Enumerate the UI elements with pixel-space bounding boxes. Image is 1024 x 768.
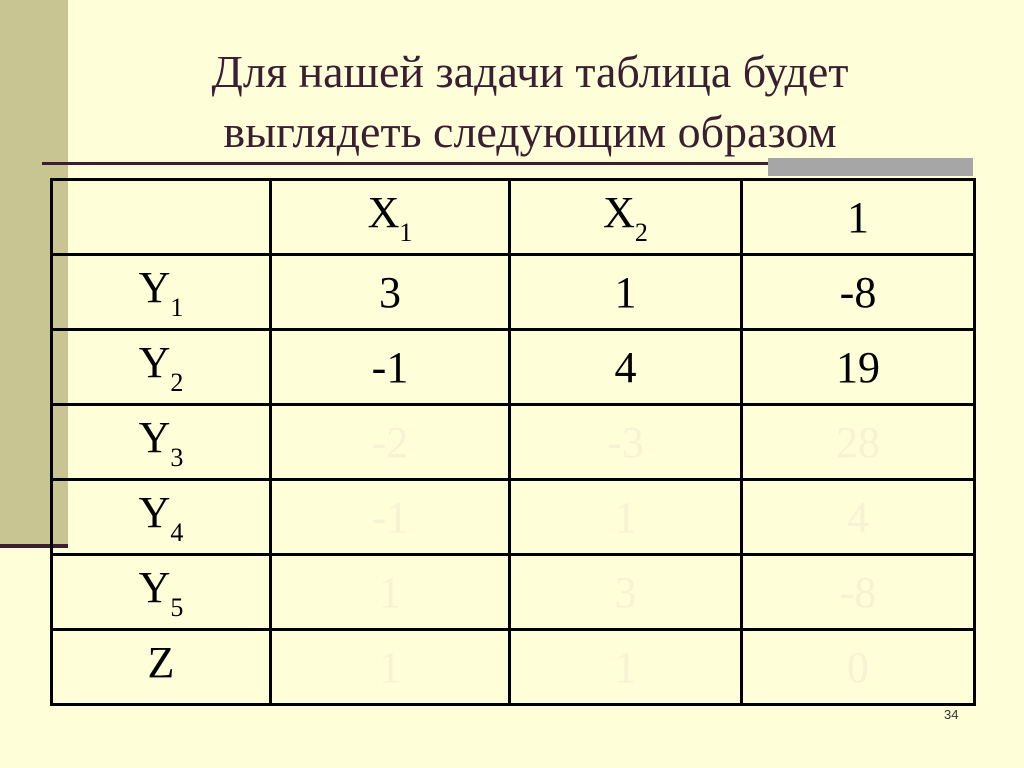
table-cell: -1 — [271, 330, 510, 405]
header-x1-base: X — [367, 187, 400, 237]
row-label-sub: 1 — [170, 292, 184, 322]
row-label-cell — [52, 480, 271, 555]
table-cell: 1 — [510, 630, 742, 705]
row-label-base: Z — [147, 637, 175, 687]
row-label-sub: 3 — [170, 442, 184, 472]
header-corner-cell — [52, 180, 271, 255]
table-cell: 4 — [510, 330, 742, 405]
table-cell: -1 — [271, 480, 510, 555]
table-cell: 3 — [271, 255, 510, 330]
row-label-sub: 4 — [170, 517, 184, 547]
header-cell-x2 — [510, 180, 742, 255]
table-cell: 1 — [510, 255, 742, 330]
table-cell: 4 — [742, 480, 975, 555]
row-label-cell — [52, 405, 271, 480]
slide-title-line-1: Для нашей задачи таблица будет — [211, 46, 849, 97]
slide-title-line-2: выглядеть следующим образом — [223, 106, 837, 157]
row-label-base: Y — [138, 337, 171, 387]
table-cell: -2 — [271, 405, 510, 480]
row-label-sub: 5 — [170, 592, 184, 622]
title-gray-accent — [768, 158, 973, 176]
table-row — [52, 405, 975, 480]
row-label-base: Y — [138, 412, 171, 462]
table-row — [52, 555, 975, 630]
data-table — [50, 178, 976, 706]
table-row — [52, 630, 975, 705]
table-cell: 1 — [271, 630, 510, 705]
header-x1-sub: 1 — [399, 217, 413, 247]
table-cell: -8 — [742, 555, 975, 630]
table-cell: 1 — [510, 480, 742, 555]
header-cell-constant: 1 — [742, 180, 975, 255]
table-cell: -8 — [742, 255, 975, 330]
table-row — [52, 330, 975, 405]
table-cell: 3 — [510, 555, 742, 630]
table-header-row — [52, 180, 975, 255]
row-label-cell — [52, 330, 271, 405]
table-row — [52, 255, 975, 330]
row-label-base: Y — [138, 262, 171, 312]
table-row — [52, 480, 975, 555]
row-label-cell — [52, 255, 271, 330]
table-cell: 0 — [742, 630, 975, 705]
row-label-base: Y — [138, 562, 171, 612]
header-x2-sub: 2 — [634, 217, 648, 247]
row-label-cell — [52, 630, 271, 705]
row-label-cell — [52, 555, 271, 630]
table-cell: -3 — [510, 405, 742, 480]
row-label-base: Y — [138, 487, 171, 537]
table-body — [52, 255, 975, 705]
header-x2-base: X — [603, 187, 635, 237]
slide-title — [130, 42, 930, 162]
table-cell: 19 — [742, 330, 975, 405]
header-cell-x1 — [271, 180, 510, 255]
row-label-sub: 2 — [170, 367, 184, 397]
table-cell: 28 — [742, 405, 975, 480]
page-number: 34 — [944, 707, 959, 722]
table-cell: 1 — [271, 555, 510, 630]
